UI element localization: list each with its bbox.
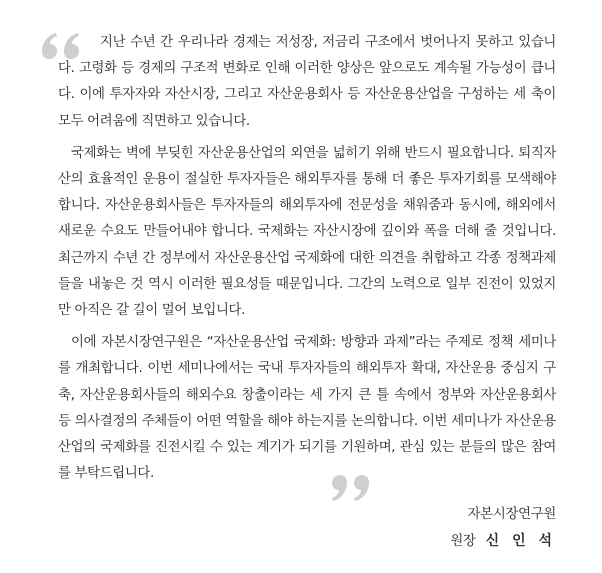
- letter-body: [58, 30, 556, 493]
- close-quote-icon: [330, 472, 378, 504]
- signature-block: [450, 502, 556, 555]
- signature-name: 신 인 석: [485, 533, 556, 549]
- signature-organization: 자본시장연구원: [467, 507, 556, 522]
- paragraph-3: 이에 자본시장연구원은 “자산운용산업 국제화: 방향과 과제”라는 주제로 정책 세미나를 개최합니다. 이번 세미나에서는 국내 투자자들의 해외투자 확대, 자산운용 중심지 구축, 자산운용회사들의 해외수요 창출이라는 세 가지 큰 틀 속에서 정부와 자산운용회사 등 의사결정의 주체들이 어떤 역할을 해야 하는지를 논의합니다. 이번 세미나가 자산운용산업의 국제화를 진전시킬 수 있는 계기가 되기를 기원하며, 관심 있는 분들의 많은 참여를 부탁드립니다.: [58, 335, 556, 482]
- signature-title: 원장: [450, 534, 476, 549]
- signature-line: [450, 528, 556, 555]
- paragraph-2: 국제화는 벽에 부딪힌 자산운용산업의 외연을 넓히기 위해 반드시 필요합니다. 퇴직자산의 효율적인 운용이 절실한 투자자들은 해외투자를 통해 더 좋은 투자기회를 모색해야 합니다. 자산운용회사들은 투자자들의 해외투자에 전문성을 채워줌과 동시에, 해외에서 새로운 수요도 만들어내야 합니다. 국제화는 자산시장에 깊이와 폭을 더해 줄 것입니다. 최근까지 수년 간 정부에서 자산운용산업 국제화에 대한 의견을 취합하고 각종 정책과제들을 내놓은 것 역시 이러한 필요성들 때문입니다. 그간의 노력으로 일부 진전이 있었지만 아직은 갈 길이 멀어 보입니다.: [58, 145, 556, 319]
- paragraph-1: 지난 수년 간 우리나라 경제는 저성장, 저금리 구조에서 벗어나지 못하고 있습니다. 고령화 등 경제의 구조적 변화로 인해 이러한 양상은 앞으로도 계속될 가능성이 큽니다. 이에 투자자와 자산시장, 그리고 자산운용회사 등 자산운용산업을 구성하는 세 축이 모두 어려움에 직면하고 있습니다.: [58, 35, 556, 129]
